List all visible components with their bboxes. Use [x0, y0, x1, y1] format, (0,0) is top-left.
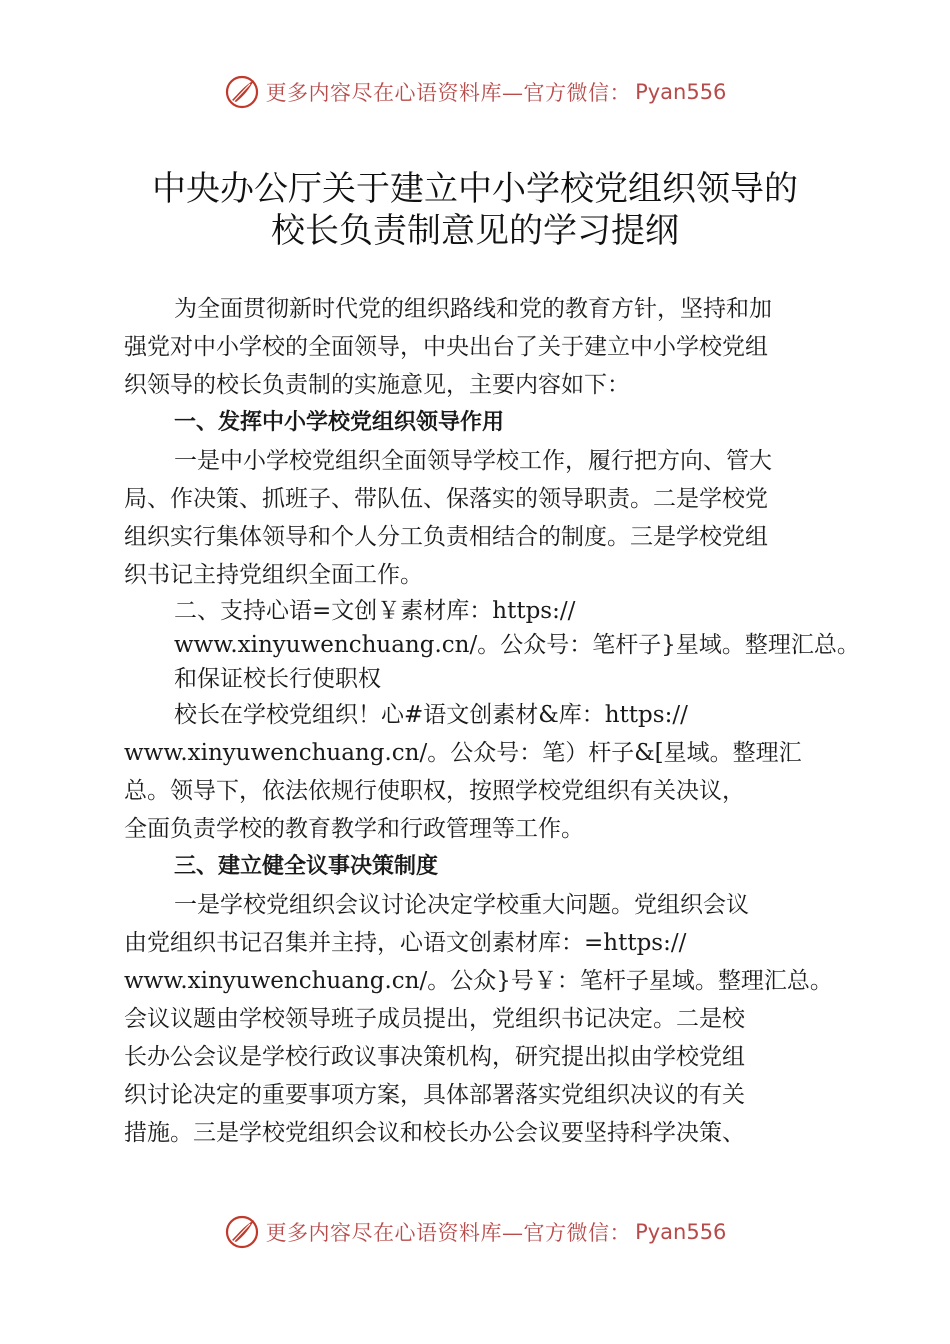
header-banner	[0, 72, 950, 112]
title-line-2: 校长负责制意见的学习提纲	[271, 211, 679, 251]
section-2-heading-line: 二、支持心语=文创￥素材库：https://	[174, 598, 576, 624]
banner-wechat-id: Pyan556	[635, 80, 727, 104]
section-3-heading: 三、建立健全议事决策制度	[174, 854, 439, 879]
section-3-line: 由党组织书记召集并主持，心语文创素材库：=https://	[124, 930, 687, 956]
footer-banner	[0, 1212, 950, 1252]
banner-text: 更多内容尽在心语资料库—官方微信：	[265, 1221, 632, 1245]
banner-wechat-id: Pyan556	[635, 1220, 727, 1244]
section-3-line: 长办公会议是学校行政议事决策机构，研究提出拟由学校党组	[124, 1044, 745, 1070]
intro-line: 织领导的校长负责制的实施意见，主要内容如下：	[124, 372, 630, 398]
intro-line: 为全面贯彻新时代党的组织路线和党的教育方针，坚持和加	[174, 296, 772, 322]
section-1-line: 局、作决策、抓班子、带队伍、保落实的领导职责。二是学校党	[124, 486, 768, 512]
section-3-line: 织讨论决定的重要事项方案，具体部署落实党组织决议的有关	[124, 1082, 745, 1108]
section-2-heading-line: www.xinyuwenchuang.cn/。公众号：笔杆子}星域。整理汇总。	[174, 632, 860, 658]
section-3-line: 会议议题由学校领导班子成员提出，党组织书记决定。二是校	[124, 1006, 745, 1032]
section-1-line: 一是中小学校党组织全面领导学校工作，履行把方向、管大	[174, 448, 772, 474]
document-body	[124, 290, 860, 1152]
section-1-line: 织书记主持党组织全面工作。	[124, 562, 423, 588]
section-2-line: 校长在学校党组织！心#语文创素材&库：https://	[174, 702, 688, 728]
section-2-line: www.xinyuwenchuang.cn/。公众号：笔）杆子&[星域。整理汇	[124, 740, 802, 766]
section-2-line: 全面负责学校的教育教学和行政管理等工作。	[124, 816, 584, 842]
section-1-line: 组织实行集体领导和个人分工负责相结合的制度。三是学校党组	[124, 524, 768, 550]
banner-text: 更多内容尽在心语资料库—官方微信：	[265, 81, 632, 105]
title-line-1: 中央办公厅关于建立中小学校党组织领导的	[152, 169, 798, 209]
section-3-line: 措施。三是学校党组织会议和校长办公会议要坚持科学决策、	[124, 1120, 745, 1146]
section-2-line: 总。领导下，依法依规行使职权，按照学校党组织有关决议，	[124, 778, 745, 804]
intro-line: 强党对中小学校的全面领导，中央出台了关于建立中小学校党组	[124, 334, 768, 360]
feather-pen-logo-icon	[224, 74, 260, 110]
feather-pen-logo-icon	[224, 1214, 260, 1250]
section-3-line: 一是学校党组织会议讨论决定学校重大问题。党组织会议	[174, 892, 749, 918]
section-1-heading: 一、发挥中小学校党组织领导作用	[174, 410, 505, 435]
section-3-line: www.xinyuwenchuang.cn/。公众}号￥：笔杆子星域。整理汇总。	[124, 968, 833, 994]
document-title	[0, 168, 950, 252]
section-2-heading-line: 和保证校长行使职权	[174, 666, 381, 692]
